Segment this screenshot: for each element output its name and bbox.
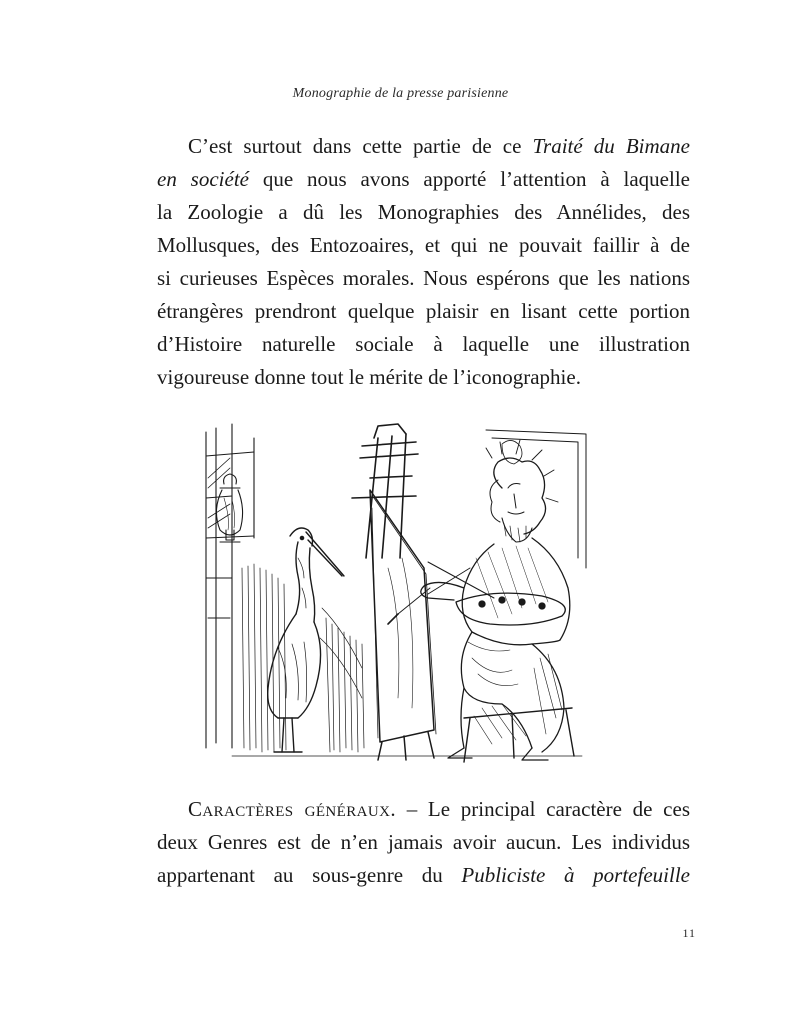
engraving-illustration <box>202 418 600 766</box>
urn-vase <box>216 474 242 542</box>
italic-title: en société <box>157 167 249 191</box>
text-run: que nous avons apporté l’attention à laquelle <box>248 167 690 191</box>
text-line <box>157 793 690 826</box>
italic-term: Publiciste à portefeuille <box>461 863 690 887</box>
section-heading: Caractères généraux. <box>188 797 396 821</box>
text-line: deux Genres est de n’en jamais avoir aucun. Les individus <box>157 830 690 854</box>
text-line: si curieuses Espèces morales. Nous espérons que les nations <box>157 266 690 290</box>
text-line: d’Histoire naturelle sociale à laquelle une illustration <box>157 332 690 356</box>
text-line: Mollusques, des Entozoaires, et qui ne pouvait faillir à de <box>157 233 690 257</box>
easel <box>352 424 418 558</box>
page-number: 11 <box>682 926 696 940</box>
text-line: la Zoologie a dû les Monographies des Annélides, des <box>157 200 690 224</box>
text-line <box>157 163 690 196</box>
paragraph-1 <box>157 130 690 394</box>
text-run: C’est surtout dans cette partie de ce <box>188 134 533 158</box>
paragraph-2 <box>157 793 690 892</box>
italic-title: Traité du Bimane <box>532 134 690 158</box>
text-line <box>157 859 690 892</box>
painter-figure <box>388 440 570 760</box>
text-run: – Le principal caractère de ces <box>395 797 690 821</box>
text-run: appartenant au sous-genre du <box>157 863 462 887</box>
canvas-board <box>370 490 436 760</box>
text-line: vigoureuse donne tout le mérite de l’iconographie. <box>157 365 581 389</box>
backdrop-hatching <box>242 564 364 752</box>
text-line <box>157 130 690 163</box>
running-head: Monographie de la presse parisienne <box>292 86 509 101</box>
text-line: étrangères prendront quelque plaisir en lisant cette portion <box>157 299 690 323</box>
studio-shelves <box>206 424 254 748</box>
